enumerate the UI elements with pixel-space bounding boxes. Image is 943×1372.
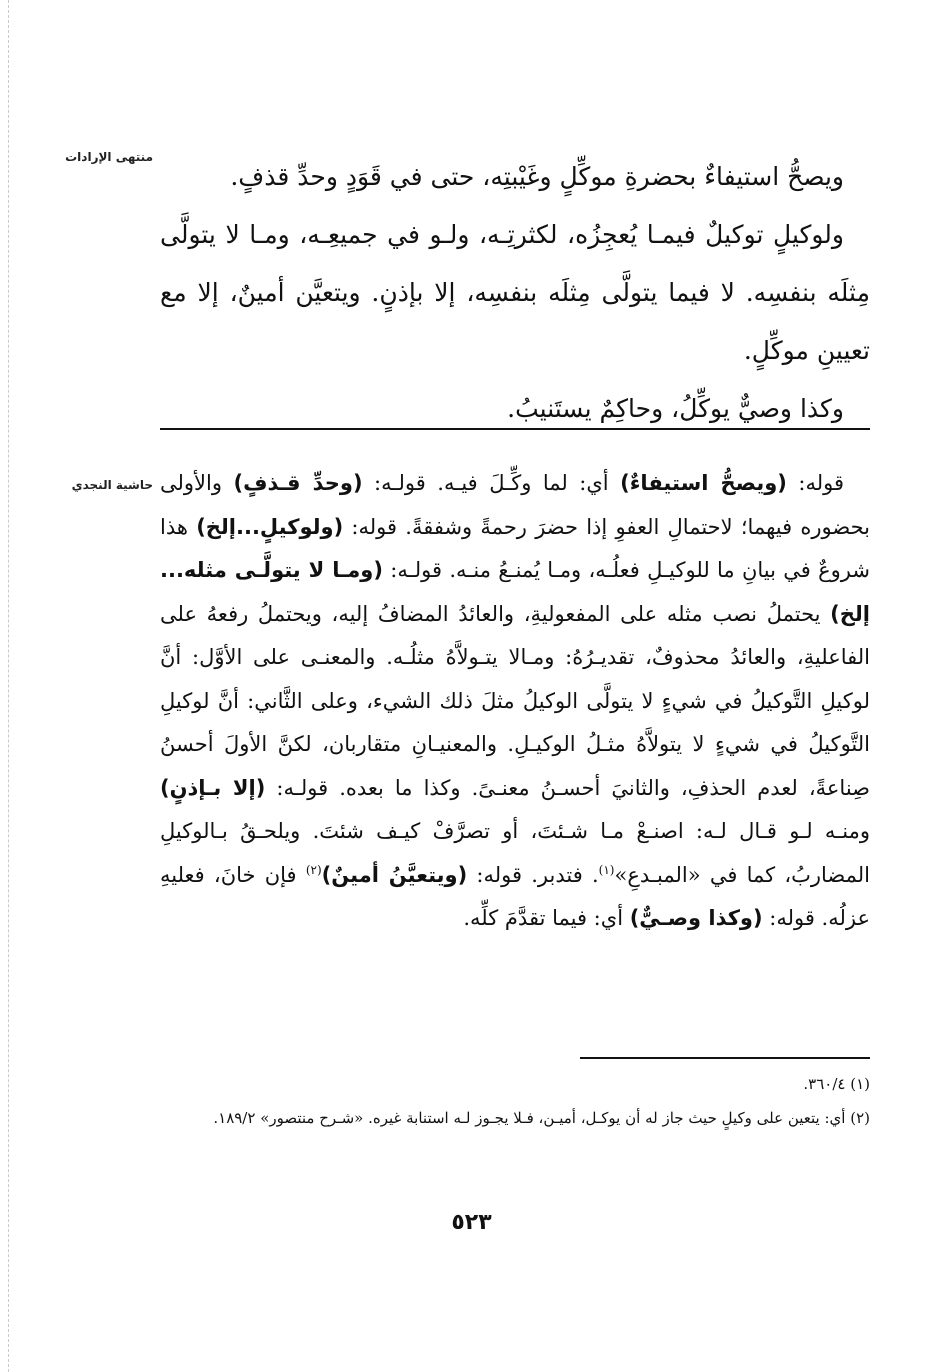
hashiya-text: أي: فيما تقدَّمَ كلِّه. bbox=[463, 906, 630, 930]
matn-paragraph-2: ولوكيلٍ توكيلٌ فيمـا يُعجِزُه، لكثرتِـه، ولـو في جميعِـه، ومـا لا يتولَّى مِثلَه بنفسِه. لا فيما يتولَّى مِثلَه بنفسِه، إلا بإذنٍ. ويتعيَّن أمينٌ، إلا مع تعيينِ موكِّلٍ. bbox=[160, 220, 870, 365]
hashiya-lemma: (ولوكيلٍ...إلخ) bbox=[196, 514, 344, 539]
hashiya-text: فإن خانَ، فعليهِ عزلُه. قوله: bbox=[160, 862, 870, 930]
hashiya-paragraph bbox=[160, 462, 870, 941]
matn-side-label: منتهى الإرادات bbox=[65, 150, 153, 164]
hashiya-text: هذا شروعٌ في بيانِ ما للوكيـلِ فعلُـه، ومـا يُمنـعُ منـه. قولـه: bbox=[160, 514, 870, 582]
matn-paragraph-3: وكذا وصيٌّ يوكِّلُ، وحاكِمٌ يستَنيبُ. bbox=[507, 394, 844, 423]
hashiya-lemma: (ويتعيَّنُ أمينٌ) bbox=[321, 862, 468, 887]
hashiya-text: أي: لما وكِّـلَ فيـه. قولـه: bbox=[362, 471, 621, 495]
hashiya-text: . فتدبر. قوله: bbox=[467, 862, 599, 887]
footnote-ref-1[interactable]: (١) bbox=[598, 862, 615, 877]
hashiya-lemma: (ومـا لا يتولَّـى مثله... إلخ) bbox=[160, 558, 870, 626]
hashiya-text: والأولى بحضوره فيهما؛ لاحتمالِ العفوِ إذا حضرَ رحمةً وشفقةً. قوله: bbox=[160, 471, 870, 539]
matn-paragraph-1: ويصحُّ استيفاءٌ بحضرةِ موكِّلٍ وغَيْبتِه، حتى في قَوَدٍ وحدِّ قذفٍ. bbox=[230, 162, 844, 191]
hashiya-lemma: (إلا بـإذنٍ) bbox=[160, 775, 266, 800]
footnote-1: (١) ٣٦٠/٤. bbox=[803, 1075, 870, 1093]
hashiya-side-label: حاشية النجدي bbox=[71, 478, 153, 492]
hashiya-lemma: (وحدِّ قـذفٍ) bbox=[233, 471, 363, 495]
hashiya-lemma: (ويصحُّ استيفاءٌ) bbox=[620, 471, 787, 495]
hashiya-text-block bbox=[160, 462, 870, 941]
hashiya-text: ومنـه لـو قـال لـه: اصنـعْ مـا شـئتَ، أو تصرَّفْ كيـف شئتَ. ويلحـقُ بـالوكيلِ المضاربُ، كما في «المبـدعِ» bbox=[160, 819, 870, 887]
footnote-ref-2[interactable]: (٢) bbox=[305, 862, 322, 877]
scan-edge-line bbox=[8, 0, 10, 1372]
hashiya-text: قوله: bbox=[786, 471, 844, 495]
hashiya-text: يحتملُ نصب مثله على المفعوليةِ، والعائدُ المضافُ إليه، ويحتملُ رفعهُ على الفاعليةِ، والعائدُ محذوفٌ، تقديـرُهُ: ومـالا يتـولاَّهُ مثلُـه. والمعنـى على الأوَّل: أنَّ لوكيلِ التَّوكيلُ في شيءٍ لا يتولَّى الوكيلُ مثلَ ذلك الشيء، وعلى الثَّاني: أنَّ لوكيلِ التَّوكيلُ في شيءٍ لا يتولاَّهُ مثـلُ الوكيـلِ. والمعنيـانِ متقاربان، لكنَّ الأولَ أحسنُ صِناعةً، لعدم الحذفِ، والثانيَ أحسـنُ معنـىً. وكذا ما بعده. قولـه: bbox=[160, 601, 870, 800]
matn-text-block bbox=[160, 148, 870, 438]
page-number: ٥٢٣ bbox=[451, 1210, 492, 1235]
footnote-2: (٢) أي: يتعين على وكيلٍ حيث جاز له أن يوكـل، أميـن، فـلا يجـوز لـه استنابة غيره. «شـرح منتصور» ١٨٩/٢. bbox=[213, 1109, 870, 1127]
hashiya-lemma: (وكذا وصـيٌّ) bbox=[629, 906, 763, 930]
main-divider bbox=[160, 428, 870, 430]
footnotes-block bbox=[160, 1070, 870, 1138]
footnote-divider bbox=[580, 1057, 870, 1059]
